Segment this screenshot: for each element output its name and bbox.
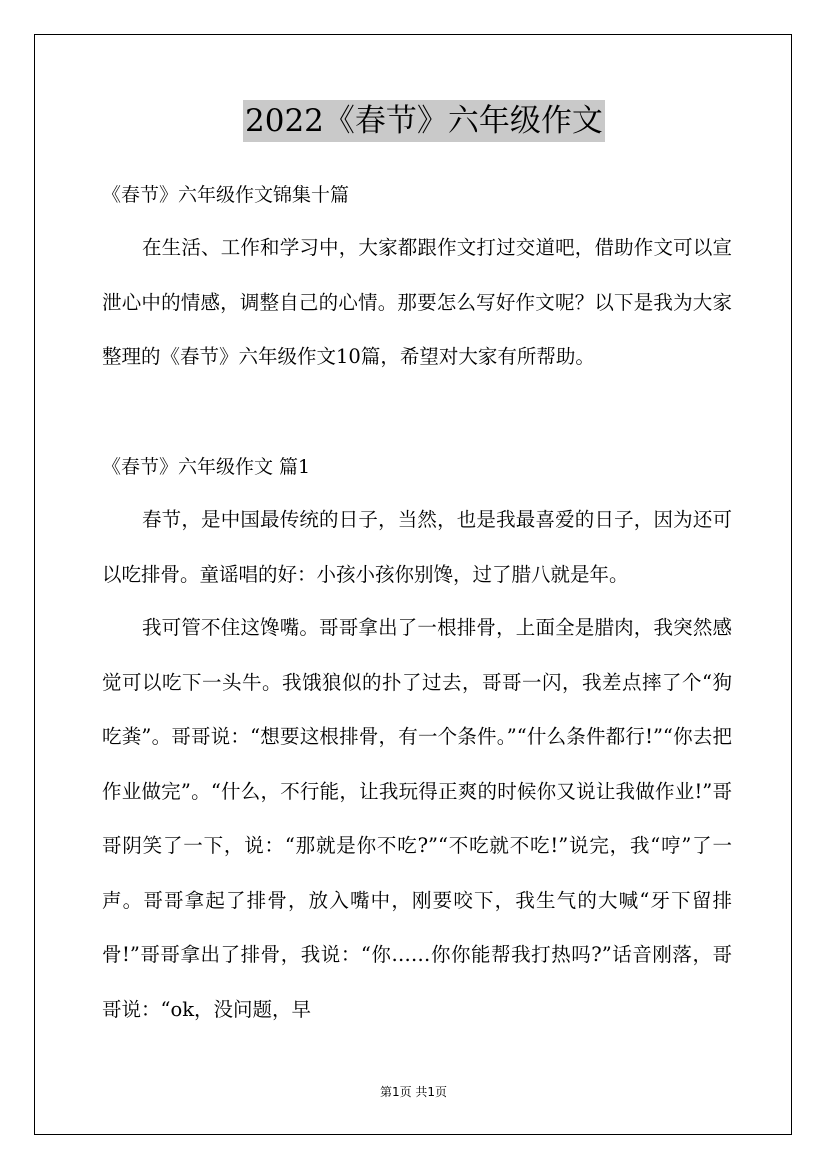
document-title: 2022《春节》六年级作文 <box>243 100 605 142</box>
section-heading: 《春节》六年级作文 篇1 <box>102 456 311 478</box>
body-paragraph: 我可管不住这馋嘴。哥哥拿出了一根排骨，上面全是腊肉，我突然感觉可以吃下一头牛。我饿狼似的扑了过去，哥哥一闪，我差点摔了个“狗吃粪”。哥哥说：“想要这根排骨，有一个条件。”“什么条件都行!”“你去把作业做完”。“什么，不行能，让我玩得正爽的时候你又说让我做作业!”哥哥阴笑了一下，说：“那就是你不吃?”“不吃就不吃!”说完，我“哼”了一声。哥哥拿起了排骨，放入嘴中，刚要咬下，我生气的大喊“牙下留排骨!”哥哥拿出了排骨，我说：“你……你你能帮我打热吗?”话音刚落，哥哥说：“ok，没问题，早 <box>102 616 732 1021</box>
body-paragraph: 春节，是中国最传统的日子，当然，也是我最喜爱的日子，因为还可以吃排骨。童谣唱的好：小孩小孩你别馋，过了腊八就是年。 <box>102 508 732 586</box>
intro-paragraph: 在生活、工作和学习中，大家都跟作文打过交道吧，借助作文可以宣泄心中的情感，调整自己的心情。那要怎么写好作文呢？以下是我为大家整理的《春节》六年级作文10篇，希望对大家有所帮助。 <box>102 236 732 368</box>
page-footer: 第1页 共1页 <box>379 1085 448 1099</box>
document-subtitle: 《春节》六年级作文锦集十篇 <box>102 184 350 206</box>
